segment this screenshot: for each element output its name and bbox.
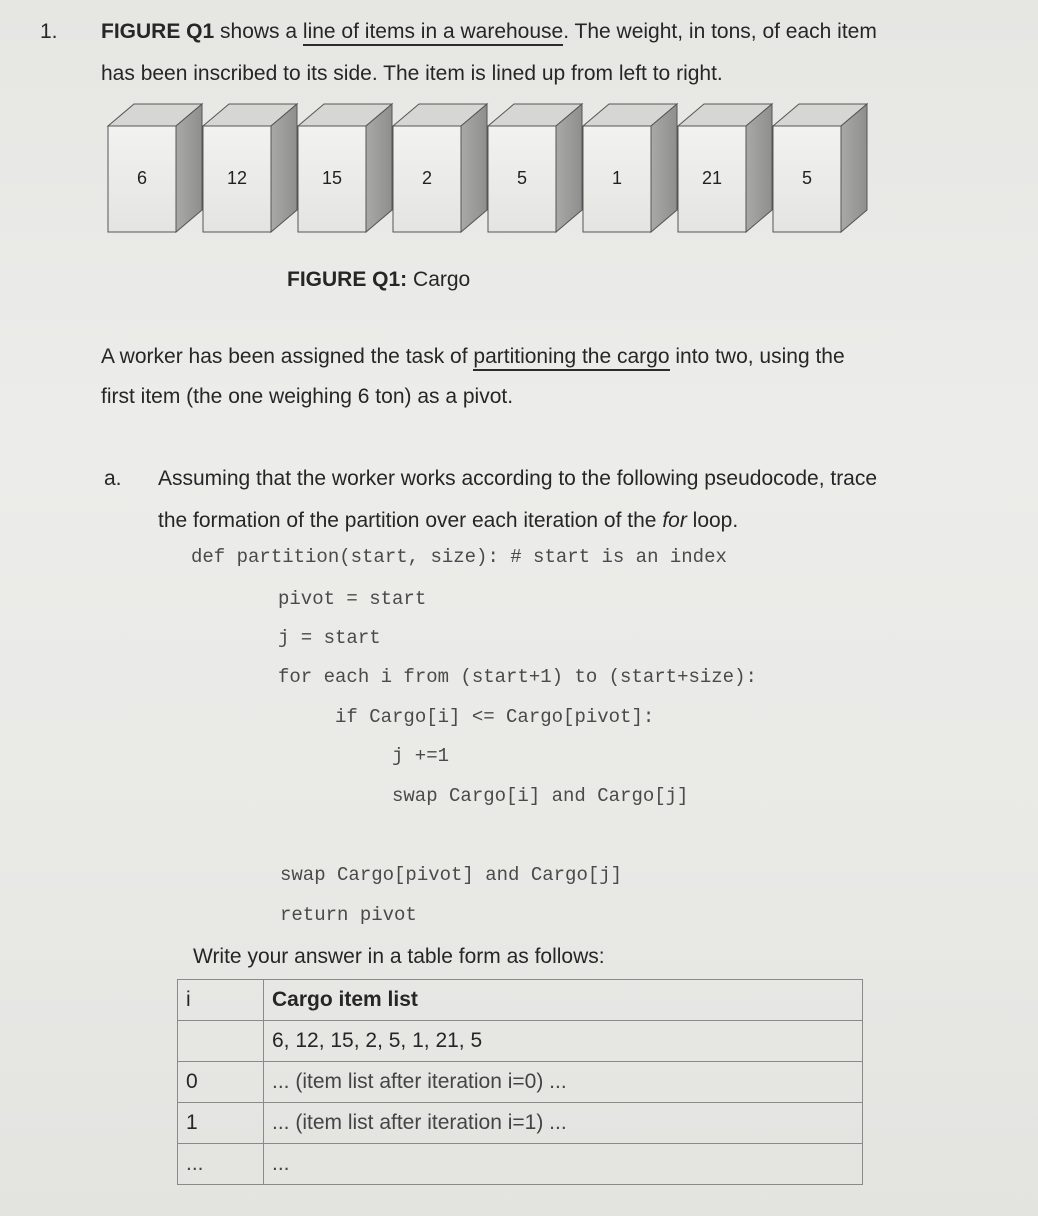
cargo-weight-label: 5 <box>801 168 813 188</box>
underlined-phrase: line of items in a warehouse <box>303 20 563 46</box>
cargo-weight-label: 6 <box>136 168 148 188</box>
row-cargo-list: ... (item list after iteration i=1) ... <box>264 1103 863 1144</box>
question-line-2: has been inscribed to its side. The item is lined up from left to right. <box>101 62 723 85</box>
cargo-box <box>393 104 487 232</box>
cargo-weight-label: 15 <box>321 168 343 188</box>
figure-caption-text: Cargo <box>407 268 471 291</box>
figure-caption-label: FIGURE Q1: <box>287 268 408 291</box>
code-line-return: return pivot <box>280 904 417 926</box>
part-a-text: loop. <box>686 509 739 532</box>
cargo-weight-label: 1 <box>611 168 623 188</box>
cargo-box <box>678 104 772 232</box>
cargo-weight-label: 5 <box>516 168 528 188</box>
code-line-increment: j +=1 <box>392 745 450 767</box>
cargo-box-side <box>556 104 582 232</box>
row-cargo-list: ... (item list after iteration i=0) ... <box>264 1062 863 1103</box>
underlined-phrase: partitioning the cargo <box>473 345 669 371</box>
row-i: ... <box>178 1144 264 1185</box>
row-cargo-list: ... <box>264 1144 863 1185</box>
question-text: . The weight, in tons, of each item <box>563 20 877 43</box>
code-line-def: def partition(start, size): # start is an index <box>191 546 727 568</box>
row-i: 0 <box>178 1062 264 1103</box>
table-row <box>178 1103 863 1144</box>
cargo-weight-label: 21 <box>701 168 723 188</box>
header-cargo-list-text: Cargo item list <box>272 988 418 1011</box>
row-cargo-list: 6, 12, 15, 2, 5, 1, 21, 5 <box>264 1021 863 1062</box>
cargo-box-side <box>746 104 772 232</box>
cargo-box <box>298 104 392 232</box>
cargo-box <box>488 104 582 232</box>
task-text: into two, using the <box>669 345 845 368</box>
cargo-box-side <box>271 104 297 232</box>
question-number: 1. <box>40 20 58 43</box>
table-header-row <box>178 980 863 1021</box>
cargo-weight-label: 12 <box>226 168 248 188</box>
table-row <box>178 1062 863 1103</box>
question-line-1 <box>101 20 877 44</box>
figure-reference: FIGURE Q1 <box>101 20 215 43</box>
part-a-line-1: Assuming that the worker works according to the following pseudocode, trace <box>158 467 878 490</box>
part-a-line-2 <box>158 509 738 533</box>
part-a-label: a. <box>104 467 122 490</box>
code-line-if: if Cargo[i] <= Cargo[pivot]: <box>335 706 655 728</box>
task-line-1 <box>101 345 845 369</box>
code-line-for: for each i from (start+1) to (start+size): <box>278 666 757 688</box>
for-keyword: for <box>662 509 687 532</box>
table-instruction: Write your answer in a table form as follows: <box>193 945 605 968</box>
cargo-box <box>583 104 677 232</box>
cargo-box-side <box>176 104 202 232</box>
table-row <box>178 1021 863 1062</box>
cargo-box-side <box>366 104 392 232</box>
task-line-2: first item (the one weighing 6 ton) as a pivot. <box>101 385 514 408</box>
row-i <box>178 1021 264 1062</box>
header-i: i <box>178 980 264 1021</box>
part-a-text: the formation of the partition over each iteration of the <box>158 509 663 532</box>
cargo-figure <box>102 100 872 250</box>
cargo-weight-label: 2 <box>421 168 433 188</box>
cargo-box-side <box>651 104 677 232</box>
cargo-box-side <box>461 104 487 232</box>
code-line-swap-inner: swap Cargo[i] and Cargo[j] <box>392 785 689 807</box>
code-line-j: j = start <box>278 627 381 649</box>
cargo-box <box>773 104 867 232</box>
table-row <box>178 1144 863 1185</box>
question-text: shows a <box>214 20 303 43</box>
header-cargo-list <box>264 980 863 1021</box>
task-text: A worker has been assigned the task of <box>101 345 474 368</box>
cargo-box <box>108 104 202 232</box>
row-i: 1 <box>178 1103 264 1144</box>
answer-table <box>177 979 863 1185</box>
code-line-swap-pivot: swap Cargo[pivot] and Cargo[j] <box>280 864 623 886</box>
cargo-box <box>203 104 297 232</box>
code-line-pivot: pivot = start <box>278 588 427 610</box>
cargo-box-side <box>841 104 867 232</box>
figure-caption <box>287 268 470 292</box>
